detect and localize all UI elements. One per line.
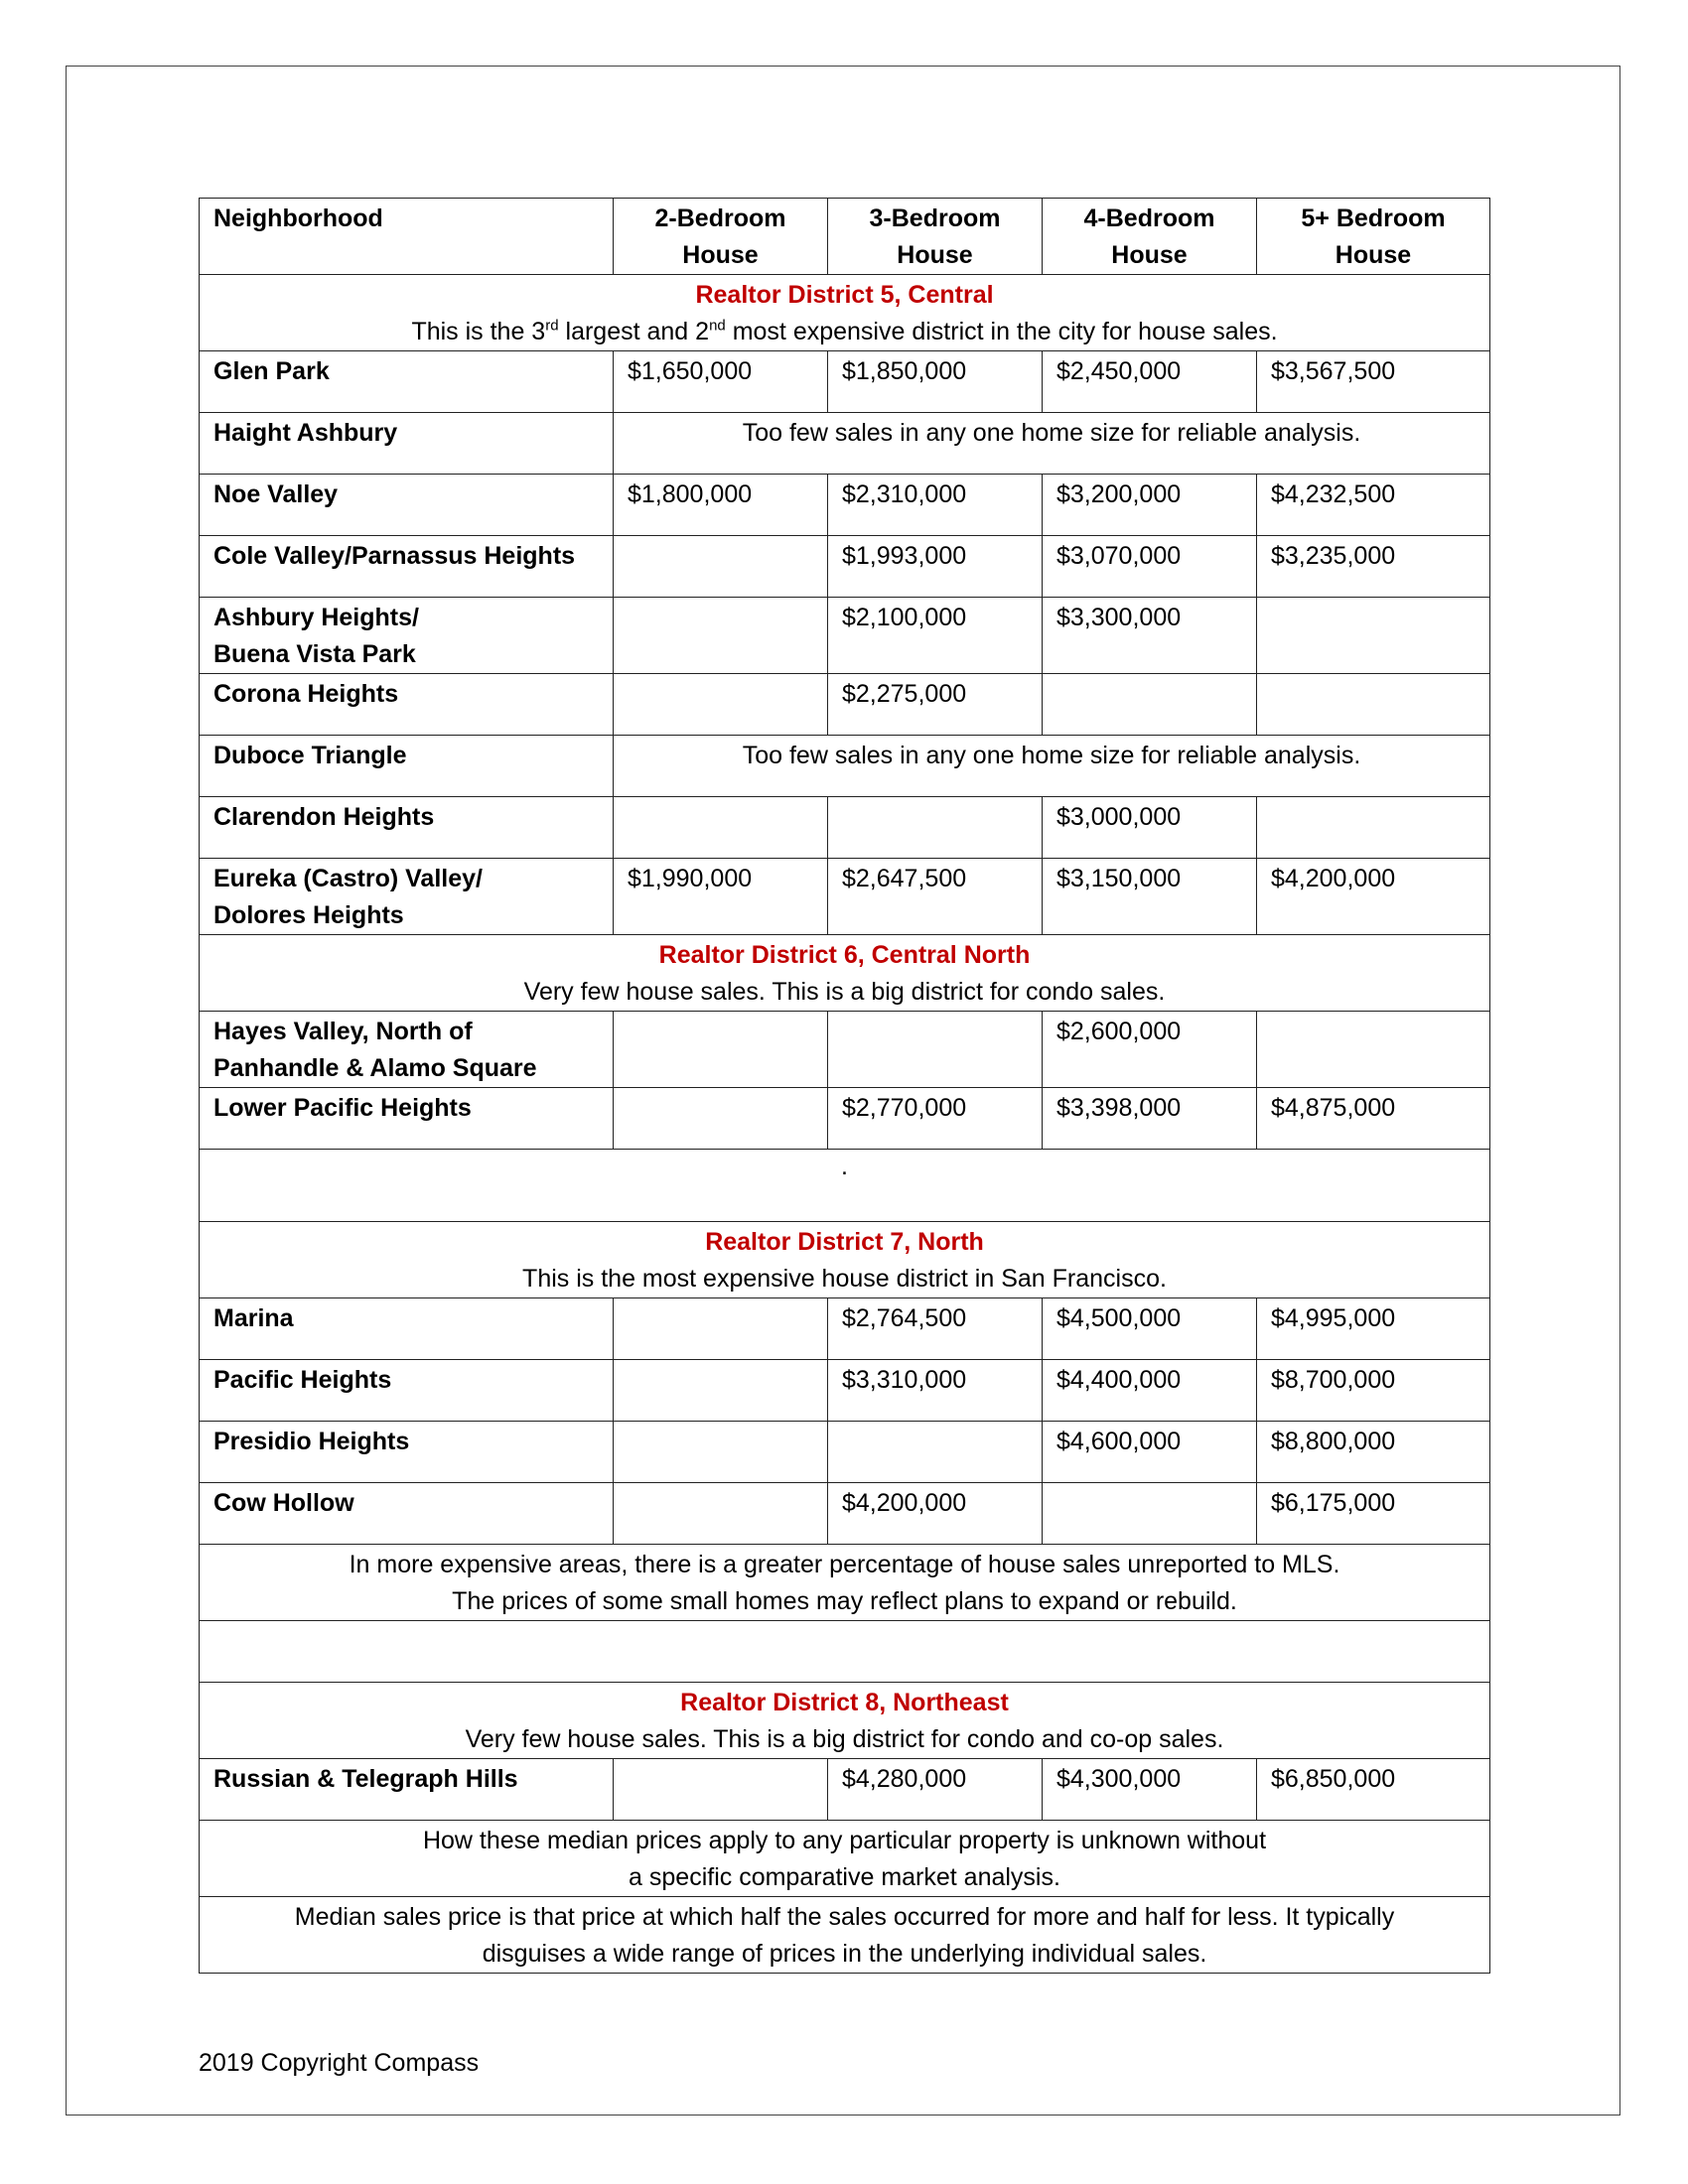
price-5br: $8,700,000	[1257, 1360, 1490, 1422]
price-4br: $3,300,000	[1043, 598, 1257, 674]
district-5-header	[200, 275, 1490, 351]
neighborhood-name: Cow Hollow	[200, 1483, 614, 1545]
neighborhood-name: Glen Park	[200, 351, 614, 413]
price-2br	[614, 797, 828, 859]
price-3br: $2,764,500	[828, 1298, 1043, 1360]
district-title: Realtor District 6, Central North	[658, 941, 1031, 969]
comparative-analysis-note: How these median prices apply to any particular property is unknown without a specific comparative market analysis.	[200, 1821, 1490, 1897]
header-4-bedroom: 4-Bedroom House	[1043, 199, 1257, 275]
price-3br: $2,770,000	[828, 1088, 1043, 1150]
price-2br	[614, 1483, 828, 1545]
price-3br: $3,310,000	[828, 1360, 1043, 1422]
district-header-row	[200, 1222, 1490, 1298]
neighborhood-name: Lower Pacific Heights	[200, 1088, 614, 1150]
neighborhood-name: Ashbury Heights/ Buena Vista Park	[200, 598, 614, 674]
price-4br: $4,300,000	[1043, 1759, 1257, 1821]
price-5br: $4,232,500	[1257, 475, 1490, 536]
neighborhood-name: Hayes Valley, North of Panhandle & Alamo Square	[200, 1012, 614, 1088]
table-row	[200, 351, 1490, 413]
neighborhood-name: Corona Heights	[200, 674, 614, 736]
neighborhood-name: Marina	[200, 1298, 614, 1360]
price-3br	[828, 1012, 1043, 1088]
price-5br	[1257, 598, 1490, 674]
price-3br: $4,280,000	[828, 1759, 1043, 1821]
note-row	[200, 1897, 1490, 1974]
table-row	[200, 736, 1490, 797]
price-3br: $1,850,000	[828, 351, 1043, 413]
district-subtitle: This is the most expensive house district in San Francisco.	[522, 1265, 1167, 1293]
price-4br: $4,600,000	[1043, 1422, 1257, 1483]
price-4br: $3,398,000	[1043, 1088, 1257, 1150]
neighborhood-name: Noe Valley	[200, 475, 614, 536]
price-2br	[614, 1759, 828, 1821]
price-5br: $6,175,000	[1257, 1483, 1490, 1545]
district-7-header	[200, 1222, 1490, 1298]
table-row	[200, 598, 1490, 674]
price-3br: $2,647,500	[828, 859, 1043, 935]
insufficient-data-note: Too few sales in any one home size for reliable analysis.	[614, 736, 1490, 797]
price-2br: $1,990,000	[614, 859, 828, 935]
table-row	[200, 1298, 1490, 1360]
price-2br	[614, 1088, 828, 1150]
price-2br: $1,800,000	[614, 475, 828, 536]
table-row	[200, 413, 1490, 475]
district-header-row	[200, 935, 1490, 1012]
price-2br	[614, 1360, 828, 1422]
price-3br: $1,993,000	[828, 536, 1043, 598]
price-3br	[828, 1422, 1043, 1483]
price-4br	[1043, 674, 1257, 736]
header-row	[200, 199, 1490, 275]
table-row	[200, 1088, 1490, 1150]
price-4br: $4,400,000	[1043, 1360, 1257, 1422]
header-5-bedroom: 5+ Bedroom House	[1257, 199, 1490, 275]
table-row	[200, 674, 1490, 736]
price-3br: $2,310,000	[828, 475, 1043, 536]
price-5br	[1257, 797, 1490, 859]
neighborhood-name: Pacific Heights	[200, 1360, 614, 1422]
district-title: Realtor District 5, Central	[695, 281, 994, 309]
price-4br: $2,600,000	[1043, 1012, 1257, 1088]
neighborhood-name: Russian & Telegraph Hills	[200, 1759, 614, 1821]
district-title: Realtor District 8, Northeast	[680, 1689, 1009, 1716]
district-7-note: In more expensive areas, there is a greater percentage of house sales unreported to MLS. The prices of some small homes may reflect plans to expand or rebuild.	[200, 1545, 1490, 1621]
price-2br	[614, 536, 828, 598]
price-3br: $2,100,000	[828, 598, 1043, 674]
price-5br: $3,567,500	[1257, 351, 1490, 413]
price-3br	[828, 797, 1043, 859]
neighborhood-name: Haight Ashbury	[200, 413, 614, 475]
header-2-bedroom: 2-Bedroom House	[614, 199, 828, 275]
price-5br: $3,235,000	[1257, 536, 1490, 598]
neighborhood-name: Eureka (Castro) Valley/ Dolores Heights	[200, 859, 614, 935]
blank-row	[200, 1621, 1490, 1683]
price-5br: $4,200,000	[1257, 859, 1490, 935]
price-2br	[614, 1298, 828, 1360]
price-4br: $3,200,000	[1043, 475, 1257, 536]
neighborhood-name: Presidio Heights	[200, 1422, 614, 1483]
neighborhood-name: Clarendon Heights	[200, 797, 614, 859]
spacer-cell	[200, 1621, 1490, 1683]
district-header-row	[200, 1683, 1490, 1759]
price-5br	[1257, 1012, 1490, 1088]
median-price-table	[199, 198, 1490, 1974]
table-row	[200, 1422, 1490, 1483]
price-5br: $4,995,000	[1257, 1298, 1490, 1360]
district-header-row	[200, 275, 1490, 351]
neighborhood-name: Cole Valley/Parnassus Heights	[200, 536, 614, 598]
table-row	[200, 1012, 1490, 1088]
price-4br: $4,500,000	[1043, 1298, 1257, 1360]
median-definition-note: Median sales price is that price at which half the sales occurred for more and half for less. It typically disguises a wide range of prices in the underlying individual sales.	[200, 1897, 1490, 1974]
price-5br: $4,875,000	[1257, 1088, 1490, 1150]
price-5br	[1257, 674, 1490, 736]
price-5br: $8,800,000	[1257, 1422, 1490, 1483]
table-row	[200, 1759, 1490, 1821]
district-subtitle: Very few house sales. This is a big district for condo and co-op sales.	[465, 1725, 1224, 1753]
table-row	[200, 475, 1490, 536]
price-3br: $4,200,000	[828, 1483, 1043, 1545]
district-title: Realtor District 7, North	[705, 1228, 984, 1256]
header-3-bedroom: 3-Bedroom House	[828, 199, 1043, 275]
price-2br	[614, 1012, 828, 1088]
district-6-header	[200, 935, 1490, 1012]
table-row	[200, 536, 1490, 598]
header-neighborhood: Neighborhood	[200, 199, 614, 275]
price-5br: $6,850,000	[1257, 1759, 1490, 1821]
note-row	[200, 1545, 1490, 1621]
price-4br: $2,450,000	[1043, 351, 1257, 413]
table-row	[200, 859, 1490, 935]
price-4br: $3,150,000	[1043, 859, 1257, 935]
table-row	[200, 1483, 1490, 1545]
price-4br	[1043, 1483, 1257, 1545]
note-row	[200, 1821, 1490, 1897]
blank-row	[200, 1150, 1490, 1222]
district-subtitle: Very few house sales. This is a big district for condo sales.	[523, 978, 1166, 1006]
price-3br: $2,275,000	[828, 674, 1043, 736]
copyright-footer: 2019 Copyright Compass	[199, 2049, 480, 2077]
spacer-cell: .	[200, 1150, 1490, 1222]
price-2br	[614, 674, 828, 736]
insufficient-data-note: Too few sales in any one home size for reliable analysis.	[614, 413, 1490, 475]
price-2br	[614, 1422, 828, 1483]
price-4br: $3,000,000	[1043, 797, 1257, 859]
table-row	[200, 797, 1490, 859]
price-2br	[614, 598, 828, 674]
district-8-header	[200, 1683, 1490, 1759]
price-4br: $3,070,000	[1043, 536, 1257, 598]
price-2br: $1,650,000	[614, 351, 828, 413]
neighborhood-name: Duboce Triangle	[200, 736, 614, 797]
district-subtitle: This is the 3rd largest and 2nd most expensive district in the city for house sales.	[411, 317, 1278, 345]
table-row	[200, 1360, 1490, 1422]
